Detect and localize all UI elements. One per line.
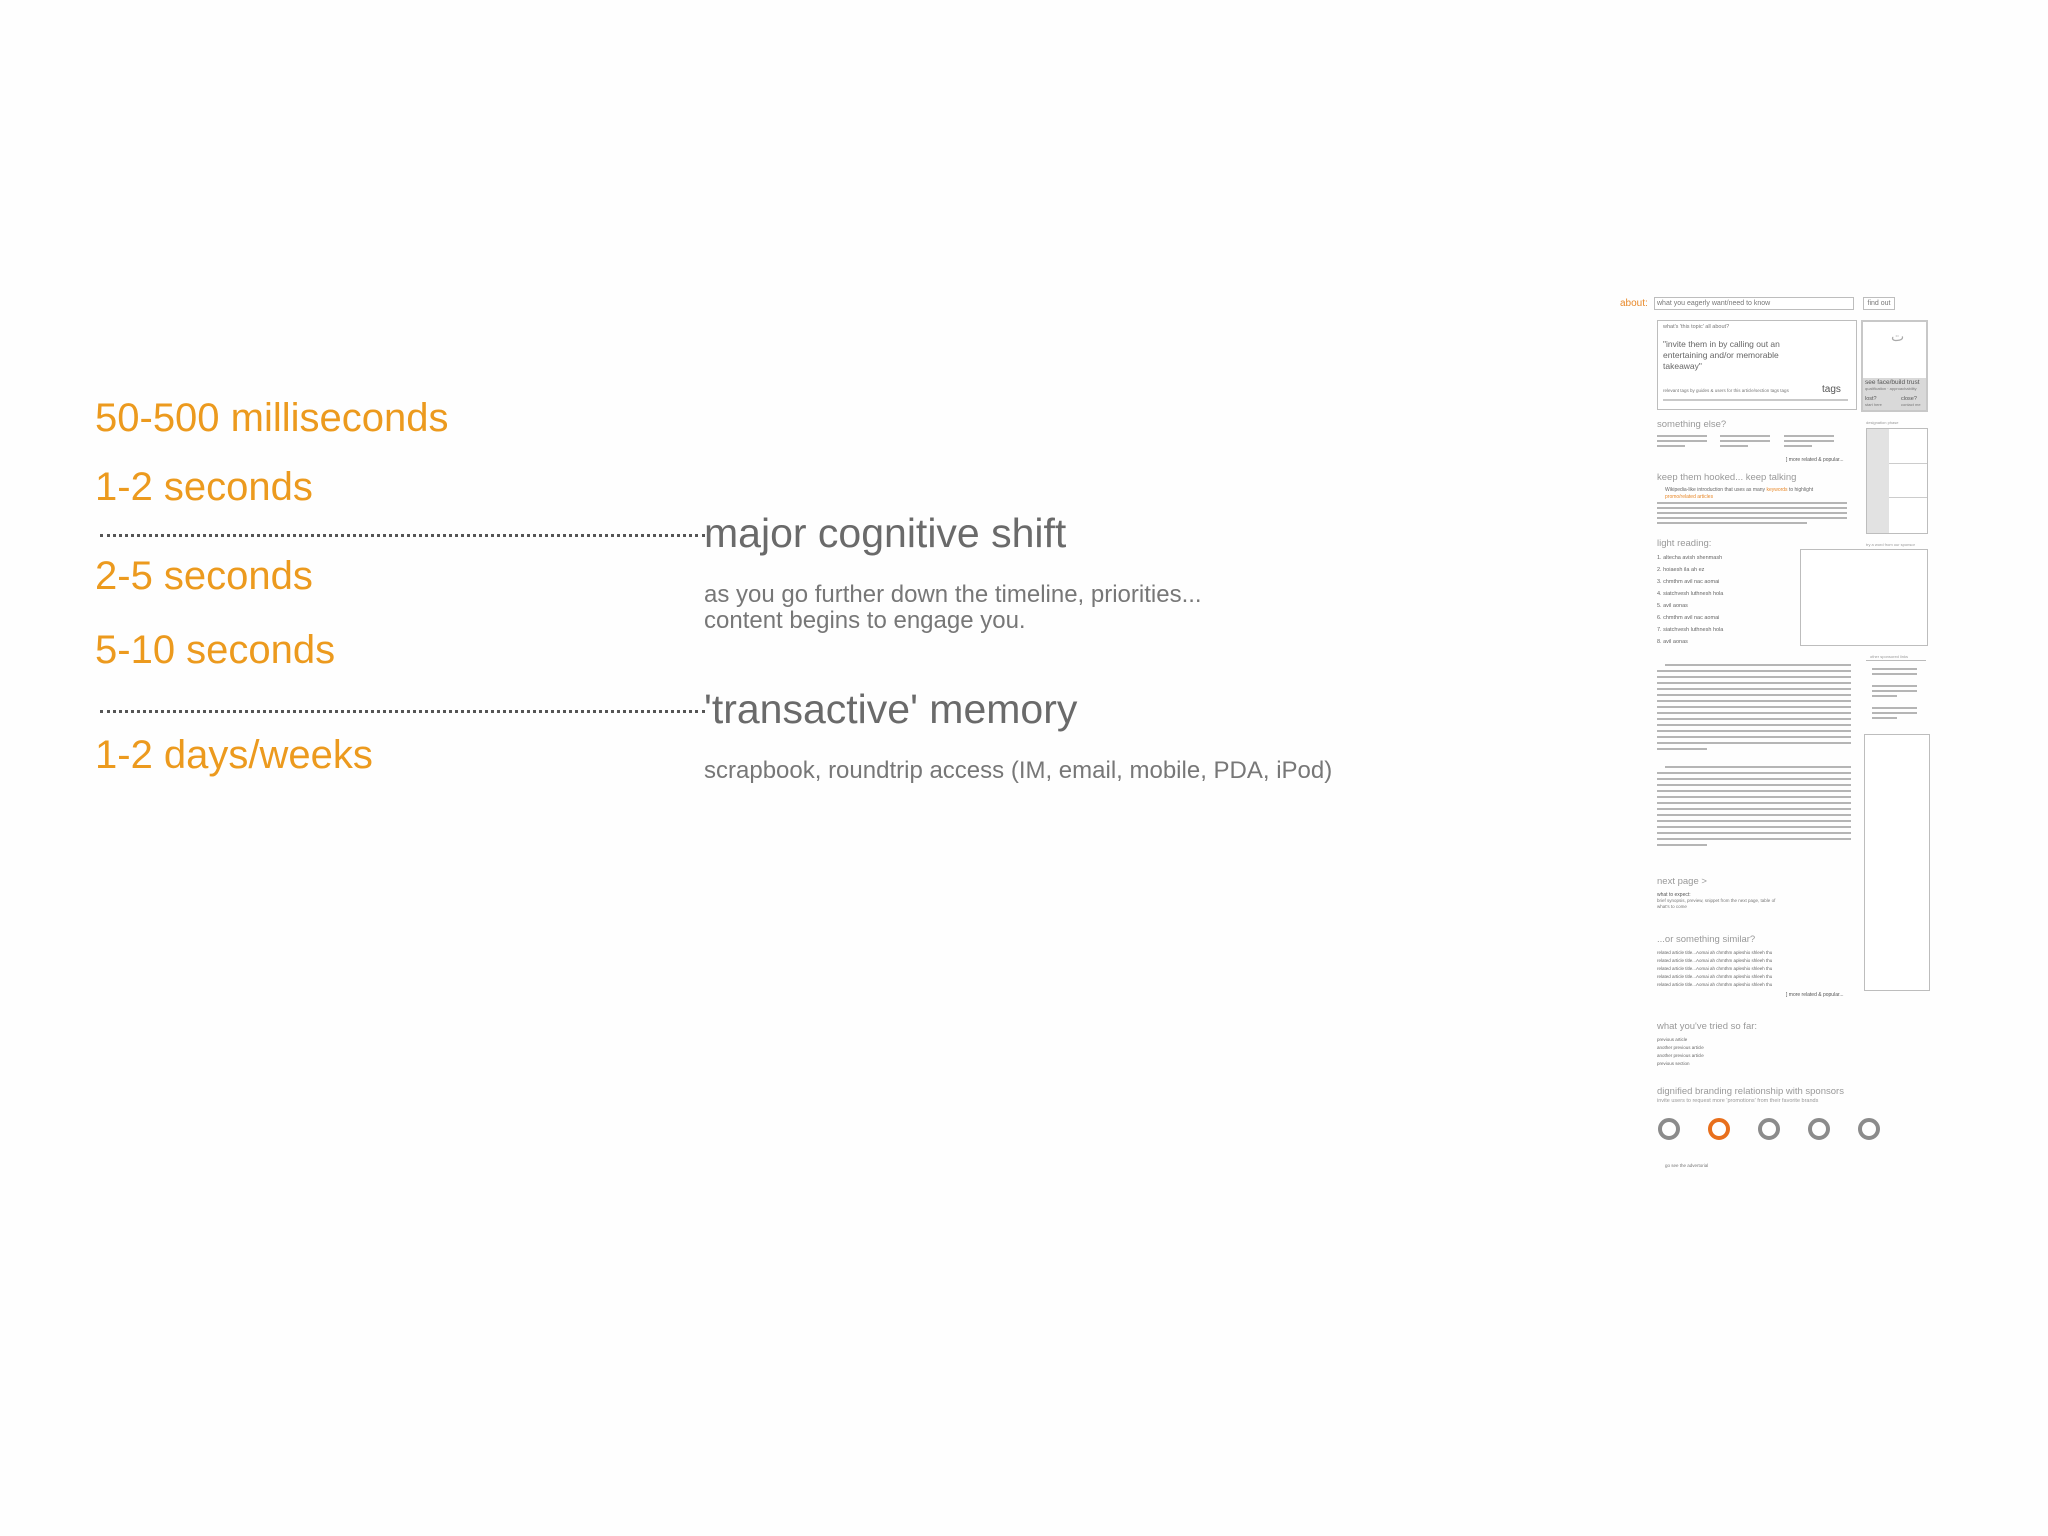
tags-intro: relevant tags by guides & users for this article/section tags tags (1663, 388, 1789, 393)
similar-item[interactable]: related article title...Aomai ah chmthm apleshio shleeh thu (1657, 950, 1773, 955)
find-out-button[interactable]: find out (1863, 297, 1895, 310)
light-reading-item[interactable]: 8. avil aonas (1657, 639, 1688, 645)
something-similar-title: ...or something similar? (1657, 934, 1756, 945)
light-reading-item[interactable]: 5. avil aonas (1657, 603, 1688, 609)
what-to-expect-label: what to expect: (1657, 892, 1691, 898)
keep-hooked-text: Wikipedia-like introduction that uses as many keywords to highlight (1665, 487, 1814, 493)
light-reading-item[interactable]: 3. chmthm avil nac aomai (1657, 579, 1720, 585)
sponsor-sidebar-box[interactable] (1864, 734, 1930, 991)
trust-box (1861, 320, 1928, 412)
shift-desc-cognitive-1: as you go further down the timeline, priorities... (704, 581, 1202, 608)
shift-desc-transactive: scrapbook, roundtrip access (IM, email, mobile, PDA, iPod) (704, 757, 1333, 784)
divider-transactive-memory (100, 710, 705, 713)
what-to-expect-text-1: brief synopsis, preview, snippet from the next page, table of (1657, 898, 1776, 903)
branding-sub: invite users to request more 'promotions' from their favorite brands (1657, 1098, 1819, 1104)
more-related-link-1[interactable]: ] more related & popular... (1786, 457, 1844, 463)
sponsor-circle-2-selected[interactable] (1708, 1118, 1730, 1140)
light-reading-item[interactable]: 7. siatchvesh luthnesh hola (1657, 627, 1724, 633)
sponsor-circle-4[interactable] (1808, 1118, 1830, 1140)
trust-label: see face/build trust (1865, 379, 1920, 386)
lost-sub: start here (1865, 402, 1882, 407)
see-advertorial-link[interactable]: go see the advertorial (1665, 1163, 1709, 1168)
something-else-title: something else? (1657, 419, 1727, 430)
similar-item[interactable]: related article title...Aomai ah chmthm apleshio shleeh thu (1657, 982, 1773, 987)
sponsor-circle-5[interactable] (1858, 1118, 1880, 1140)
tried-so-far-title: what you've tried so far: (1657, 1021, 1758, 1032)
shift-desc-cognitive-2: content begins to engage you. (704, 607, 1026, 634)
topic-quote-2: entertaining and/or memorable (1663, 350, 1779, 360)
tried-item[interactable]: previous article (1657, 1037, 1688, 1042)
designation-box (1866, 428, 1928, 534)
about-label: about: (1620, 298, 1648, 309)
light-reading-title: light reading: (1657, 538, 1712, 549)
more-related-link-2[interactable]: ] more related & popular... (1786, 992, 1844, 998)
ad-label: try a word from our sponsor (1866, 542, 1915, 547)
light-reading-item[interactable]: 1. altecha avish shenmash (1657, 555, 1723, 561)
similar-item[interactable]: related article title...Aomai ah chmthm apleshio shleeh thu (1657, 974, 1773, 979)
lost-link[interactable]: lost? (1865, 396, 1877, 402)
branding-title: dignified branding relationship with sponsors (1657, 1086, 1844, 1097)
tags-row (1663, 399, 1848, 401)
tried-item[interactable]: previous section (1657, 1061, 1690, 1066)
search-input[interactable]: what you eagerly want/need to know (1654, 297, 1854, 310)
tried-item[interactable]: another previous article (1657, 1053, 1704, 1058)
similar-item[interactable]: related article title...Aomai ah chmthm apleshio shleeh thu (1657, 958, 1773, 963)
tags-word: tags (1822, 384, 1841, 395)
time-label-5-10s: 5-10 seconds (95, 628, 336, 672)
tried-item[interactable]: another previous article (1657, 1045, 1704, 1050)
keep-hooked-title: keep them hooked... keep talking (1657, 472, 1797, 483)
similar-item[interactable]: related article title...Aomai ah chmthm apleshio shleeh thu (1657, 966, 1773, 971)
close-sub: contact me (1901, 402, 1921, 407)
time-label-1-2s: 1-2 seconds (95, 465, 313, 509)
time-label-50-500ms: 50-500 milliseconds (95, 396, 449, 440)
sponsor-circle-1[interactable] (1658, 1118, 1680, 1140)
shift-title-cognitive: major cognitive shift (704, 510, 1067, 556)
light-reading-item[interactable]: 4. siatchvesh luthnesh hola (1657, 591, 1724, 597)
topic-quote-1: "invite them in by calling out an (1663, 339, 1780, 349)
promoted-articles[interactable]: promo/related articles (1665, 494, 1714, 500)
ad-box[interactable] (1800, 549, 1928, 646)
divider-cognitive-shift (100, 534, 705, 537)
next-page-link[interactable]: next page > (1657, 876, 1707, 887)
face-icon: ت (1891, 328, 1905, 344)
time-label-2-5s: 2-5 seconds (95, 554, 313, 598)
light-reading-item[interactable]: 6. chmthm avil nac aomai (1657, 615, 1720, 621)
designation-label: designation phase (1866, 420, 1899, 425)
light-reading-item[interactable]: 2. hoiaesh ila ah ez (1657, 567, 1705, 573)
topic-quote-3: takeaway" (1663, 361, 1702, 371)
time-label-1-2-days: 1-2 days/weeks (95, 733, 373, 777)
close-link[interactable]: close? (1901, 396, 1917, 402)
topic-question: what's 'this topic' all about? (1663, 324, 1730, 330)
shift-title-transactive: 'transactive' memory (704, 686, 1078, 732)
sponsor-circle-3[interactable] (1758, 1118, 1780, 1140)
topic-box (1657, 320, 1857, 410)
page-wireframe (1620, 294, 1930, 1174)
trust-sub: qualification · approachability (1865, 386, 1917, 391)
sponsored-label: other sponsored links (1870, 654, 1909, 659)
what-to-expect-text-2: what's to come (1657, 904, 1687, 909)
